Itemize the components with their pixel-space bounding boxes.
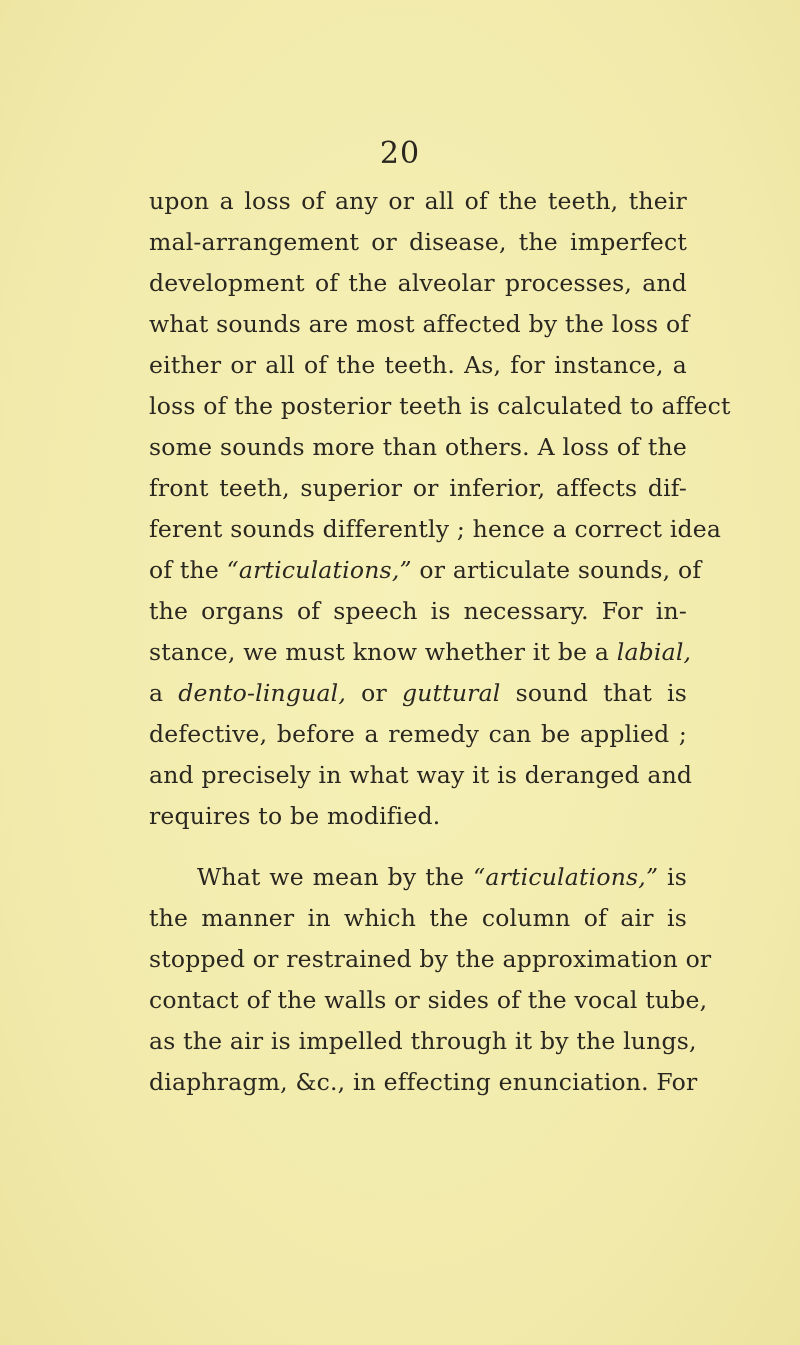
text-line: front teeth, superior or inferior, affects dif- [149,474,687,502]
text-line: the organs of speech is necessary. For in- [149,597,687,625]
paragraph-2 [149,857,712,1103]
text-run: stance, we must know whether it be a [149,638,617,666]
text-line: what sounds are most affected by the loss of [149,310,690,338]
body-text [149,181,731,1103]
text-line: mal-arrangement or disease, the imperfect [149,228,687,256]
text-line: diaphragm, &c., in effecting enunciation. For [149,1068,698,1096]
text-run: is [658,863,687,891]
italic-term-guttural: guttural [401,679,501,707]
text-line: the manner in which the column of air is [149,904,687,932]
text-line: loss of the posterior teeth is calculated to affect [149,392,731,420]
text-line: stopped or restrained by the approximation or [149,945,712,973]
text-line: defective, before a remedy can be applied ; [149,720,687,748]
page-number: 20 [379,136,421,171]
text-line: and precisely in what way it is deranged and [149,761,693,789]
italic-term-labial: labial, [616,638,692,666]
text-run: or articulate sounds, of [411,556,702,584]
italic-term-articulations: “articulations,” [226,556,412,584]
text-line [149,857,687,898]
text-line: requires to be modified. [149,802,441,830]
text-line [149,673,687,714]
paragraph-1 [149,181,731,837]
text-line: ferent sounds differently ; hence a correct idea [149,515,722,543]
text-line [149,632,692,673]
text-line: upon a loss of any or all of the teeth, their [149,187,687,215]
italic-term-articulations: “articulations,” [473,863,659,891]
text-line: either or all of the teeth. As, for instance, a [149,351,687,379]
text-run: or [346,679,402,707]
text-line: as the air is impelled through it by the lungs, [149,1027,697,1055]
text-run: a [149,679,179,707]
text-run: sound that is [500,679,688,707]
text-line [149,550,702,591]
text-line: contact of the walls or sides of the vocal tube, [149,986,708,1014]
text-line: development of the alveolar processes, and [149,269,687,297]
italic-term-dento-lingual: dento-lingual, [178,679,347,707]
text-line: some sounds more than others. A loss of the [149,433,687,461]
text-run: What we mean by the [197,863,474,891]
text-run: of the [149,556,227,584]
